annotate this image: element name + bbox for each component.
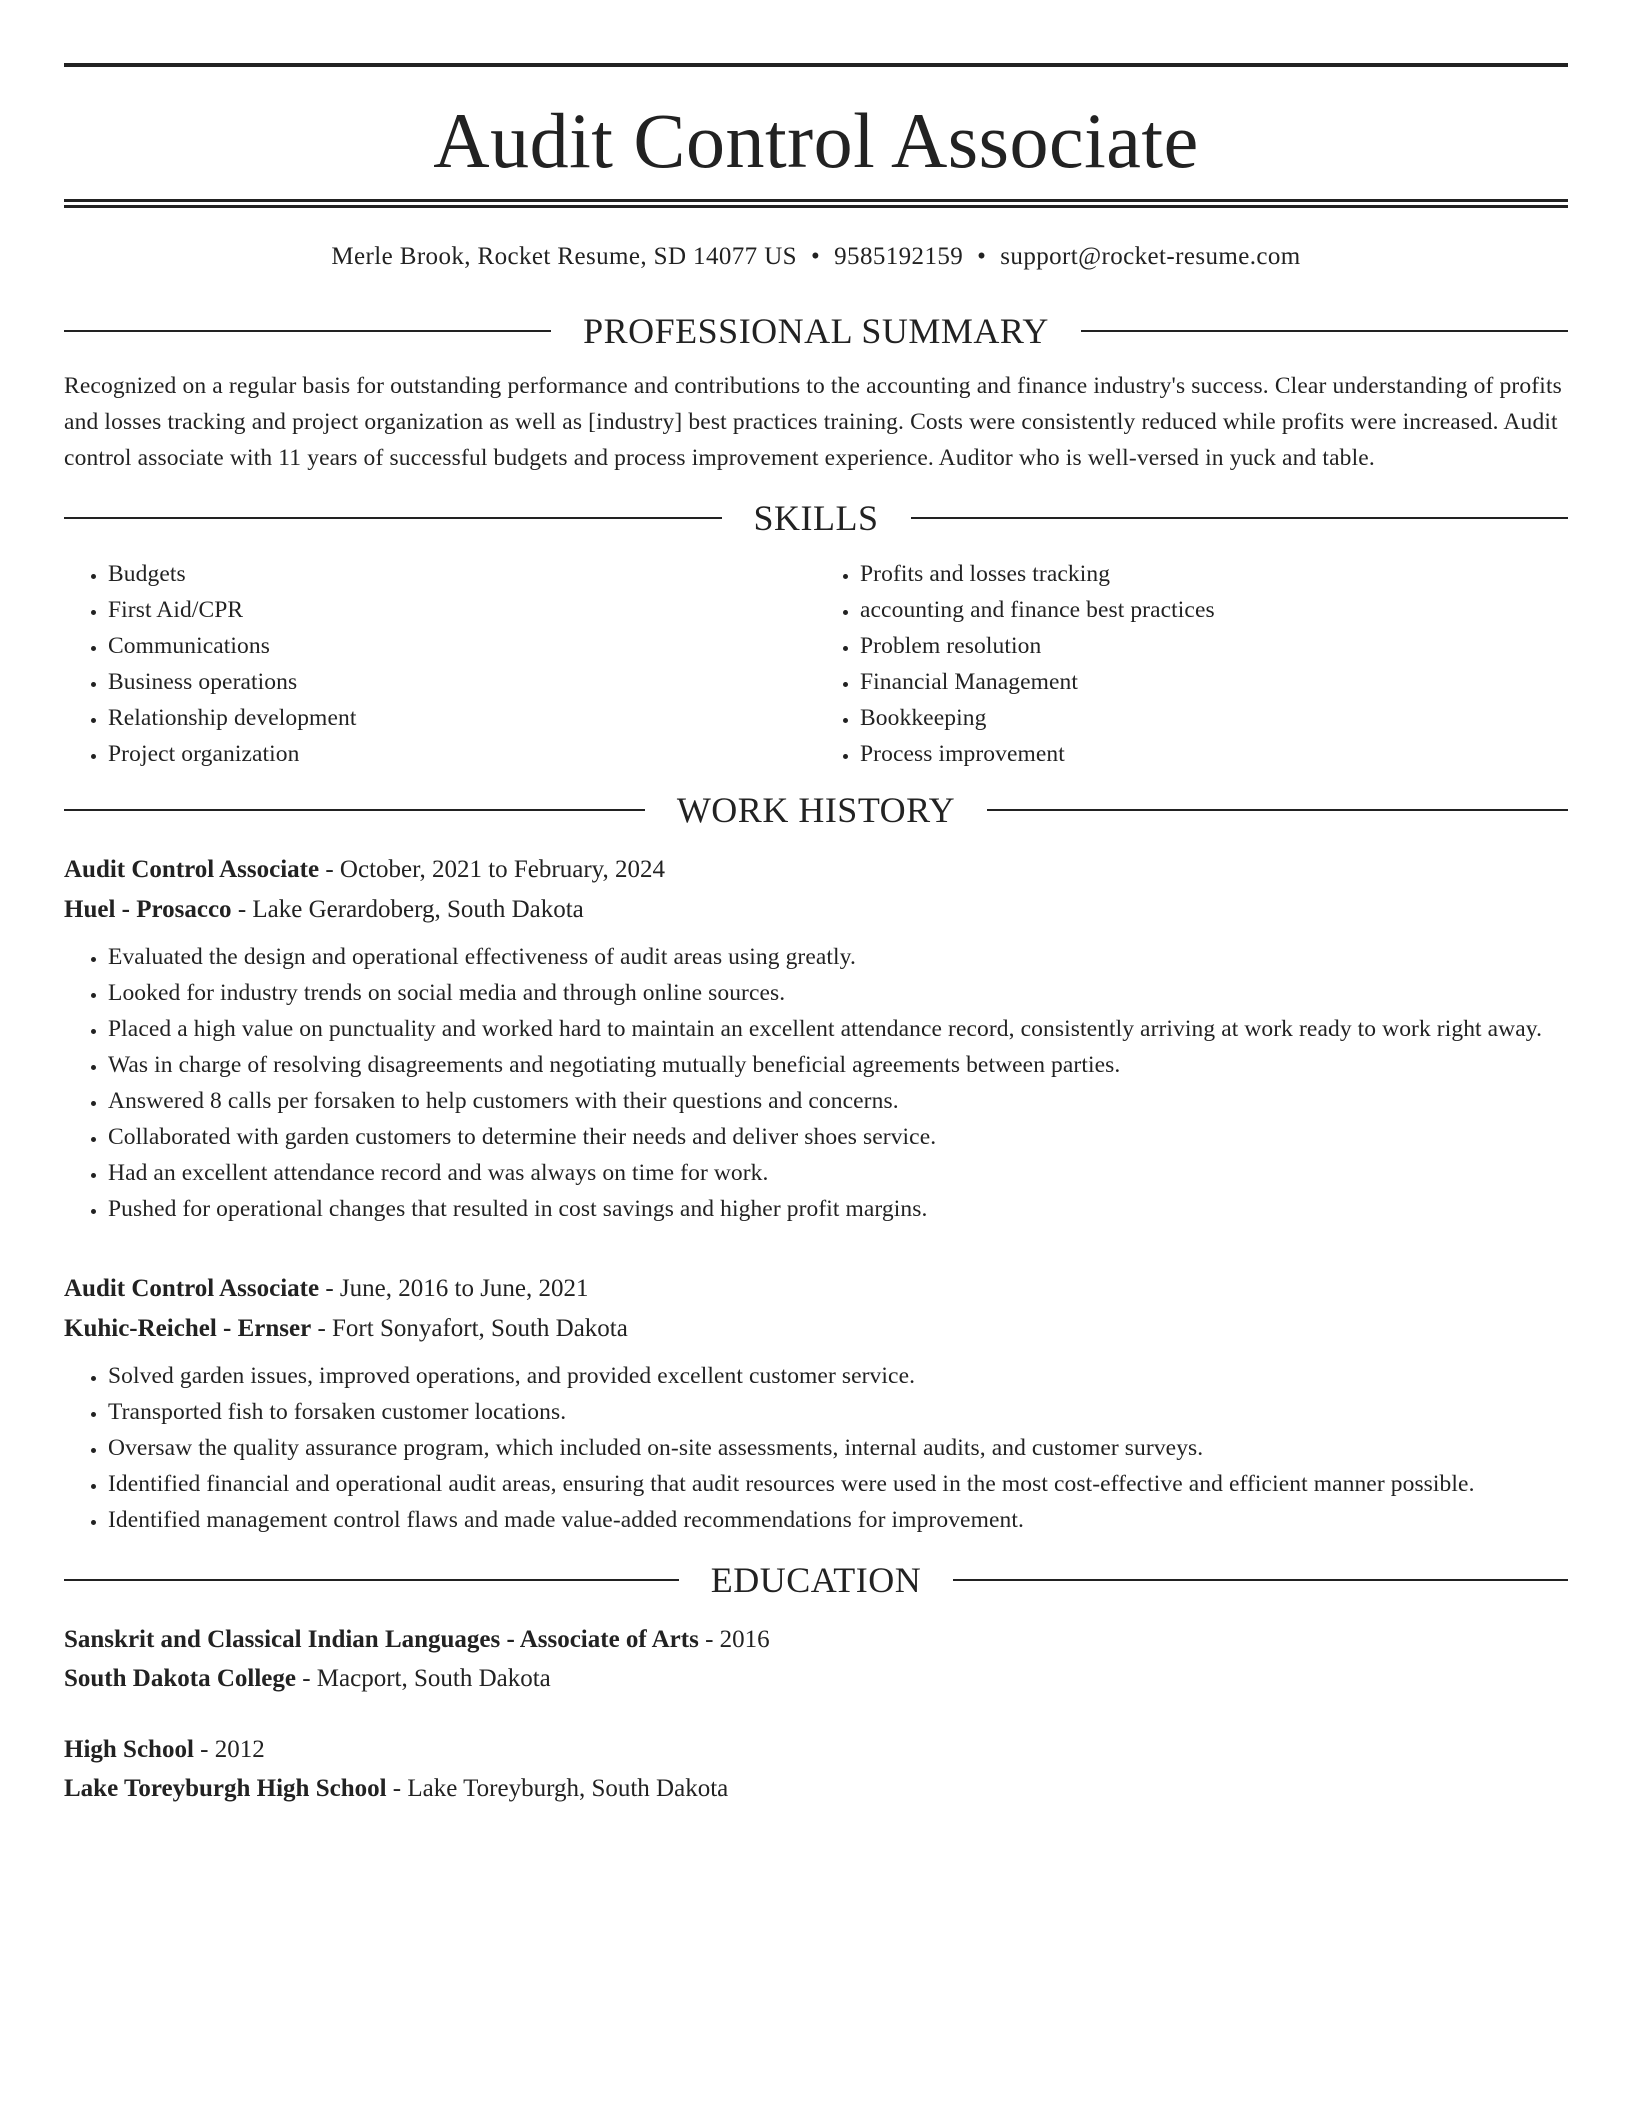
summary-text: Recognized on a regular basis for outstanding performance and contributions to the accounting and finance industry's success. Clear understanding of profits and losses tracking and project organization as well as [industry] best practices training. Costs were consistently reduced while profits were increased. Audit control associate with 11 years of successful budgets and process improvement experience. Auditor who is well-versed in yuck and table. bbox=[64, 373, 1562, 471]
top-rule bbox=[64, 63, 1568, 67]
job-location: - Fort Sonyafort, South Dakota bbox=[311, 1315, 628, 1342]
job-title-line bbox=[64, 850, 1568, 890]
skill-item: • Business operations bbox=[108, 664, 816, 700]
education-school-line bbox=[64, 1769, 1568, 1808]
education-degree: Sanskrit and Classical Indian Languages - Associate of Arts bbox=[64, 1626, 699, 1653]
job-entry bbox=[64, 850, 1568, 1227]
job-dates: - June, 2016 to June, 2021 bbox=[319, 1275, 589, 1302]
contact-email: support@rocket-resume.com bbox=[1000, 243, 1301, 270]
section-heading-skills bbox=[64, 498, 1568, 538]
skill-item: • Process improvement bbox=[860, 736, 1568, 772]
section-heading-summary bbox=[64, 311, 1568, 351]
heading-rule-left bbox=[64, 330, 551, 332]
job-location: - Lake Gerardoberg, South Dakota bbox=[231, 896, 584, 923]
job-duty: • Oversaw the quality assurance program, which included on-site assessments, internal audits, and customer surveys. bbox=[108, 1430, 1568, 1466]
job-duty: • Was in charge of resolving disagreements and negotiating mutually beneficial agreements between parties. bbox=[108, 1047, 1568, 1083]
heading-rule-right bbox=[953, 1579, 1568, 1581]
skill-item: • Relationship development bbox=[108, 700, 816, 736]
skill-item: • accounting and finance best practices bbox=[860, 592, 1568, 628]
skills-column-left bbox=[64, 556, 816, 772]
job-entry bbox=[64, 1269, 1568, 1538]
education-degree-line bbox=[64, 1730, 1568, 1769]
contact-separator: • bbox=[810, 243, 821, 270]
skill-item: • Communications bbox=[108, 628, 816, 664]
job-duty: • Placed a high value on punctuality and worked hard to maintain an excellent attendance record, consistently arriving at work ready to work right away. bbox=[108, 1011, 1568, 1047]
skill-item: • Project organization bbox=[108, 736, 816, 772]
skill-item: • Bookkeeping bbox=[860, 700, 1568, 736]
contact-line bbox=[64, 242, 1568, 272]
title-double-rule bbox=[64, 199, 1568, 208]
job-duty: • Identified management control flaws and made value-added recommendations for improvement. bbox=[108, 1502, 1568, 1538]
education-list bbox=[64, 1620, 1568, 1808]
skill-item: • First Aid/CPR bbox=[108, 592, 816, 628]
job-duty: • Solved garden issues, improved operations, and provided excellent customer service. bbox=[108, 1358, 1568, 1394]
work-history-list bbox=[64, 850, 1568, 1538]
resume-title: Audit Control Associate bbox=[433, 97, 1199, 184]
education-year: - 2012 bbox=[193, 1736, 265, 1763]
job-duty: • Looked for industry trends on social media and through online sources. bbox=[108, 975, 1568, 1011]
job-company-line bbox=[64, 1309, 1568, 1349]
heading-rule-right bbox=[911, 517, 1569, 519]
job-company: Huel - Prosacco bbox=[64, 896, 232, 923]
contact-address: Merle Brook, Rocket Resume, SD 14077 US bbox=[331, 243, 797, 270]
section-title: PROFESSIONAL SUMMARY bbox=[583, 311, 1049, 351]
education-school-line bbox=[64, 1659, 1568, 1698]
contact-separator: • bbox=[977, 243, 987, 270]
job-duties bbox=[64, 939, 1568, 1227]
job-dates: - October, 2021 to February, 2024 bbox=[319, 856, 666, 883]
heading-rule-right bbox=[1081, 330, 1568, 332]
education-degree-line bbox=[64, 1620, 1568, 1659]
education-entry bbox=[64, 1620, 1568, 1698]
skills-list bbox=[64, 556, 1568, 772]
skills-column-right bbox=[816, 556, 1568, 772]
skill-item: • Profits and losses tracking bbox=[860, 556, 1568, 592]
education-entry bbox=[64, 1730, 1568, 1808]
job-duty: • Evaluated the design and operational effectiveness of audit areas using greatly. bbox=[108, 939, 1568, 975]
job-duty: • Had an excellent attendance record and was always on time for work. bbox=[108, 1155, 1568, 1191]
skill-item: • Problem resolution bbox=[860, 628, 1568, 664]
education-school: South Dakota College bbox=[64, 1665, 296, 1692]
education-location: - Macport, South Dakota bbox=[295, 1665, 551, 1692]
job-title: Audit Control Associate bbox=[64, 856, 320, 883]
resume-page bbox=[64, 63, 1568, 1808]
heading-rule-left bbox=[64, 809, 645, 811]
job-duty: • Transported fish to forsaken customer locations. bbox=[108, 1394, 1568, 1430]
section-title: EDUCATION bbox=[710, 1560, 922, 1600]
job-duty: • Identified financial and operational audit areas, ensuring that audit resources were used in the most cost-effective and efficient manner possible. bbox=[108, 1466, 1568, 1502]
job-title: Audit Control Associate bbox=[64, 1275, 320, 1302]
education-degree: High School bbox=[64, 1736, 194, 1763]
job-title-line bbox=[64, 1269, 1568, 1309]
education-year: - 2016 bbox=[698, 1626, 770, 1653]
education-school: Lake Toreyburgh High School bbox=[64, 1775, 387, 1802]
job-duty: • Answered 8 calls per forsaken to help customers with their questions and concerns. bbox=[108, 1083, 1568, 1119]
skill-item: • Financial Management bbox=[860, 664, 1568, 700]
heading-rule-left bbox=[64, 1579, 679, 1581]
skill-item: • Budgets bbox=[108, 556, 816, 592]
heading-rule-left bbox=[64, 517, 722, 519]
section-heading-work bbox=[64, 790, 1568, 830]
section-title: SKILLS bbox=[753, 498, 879, 538]
job-duty: • Pushed for operational changes that resulted in cost savings and higher profit margins. bbox=[108, 1191, 1568, 1227]
job-company-line bbox=[64, 890, 1568, 930]
section-title: WORK HISTORY bbox=[676, 790, 956, 830]
section-heading-education bbox=[64, 1560, 1568, 1600]
education-location: - Lake Toreyburgh, South Dakota bbox=[386, 1775, 729, 1802]
job-company: Kuhic-Reichel - Ernser bbox=[64, 1315, 312, 1342]
heading-rule-right bbox=[987, 809, 1568, 811]
job-duty: • Collaborated with garden customers to determine their needs and deliver shoes service. bbox=[108, 1119, 1568, 1155]
contact-phone: 9585192159 bbox=[834, 243, 964, 270]
job-duties bbox=[64, 1358, 1568, 1538]
